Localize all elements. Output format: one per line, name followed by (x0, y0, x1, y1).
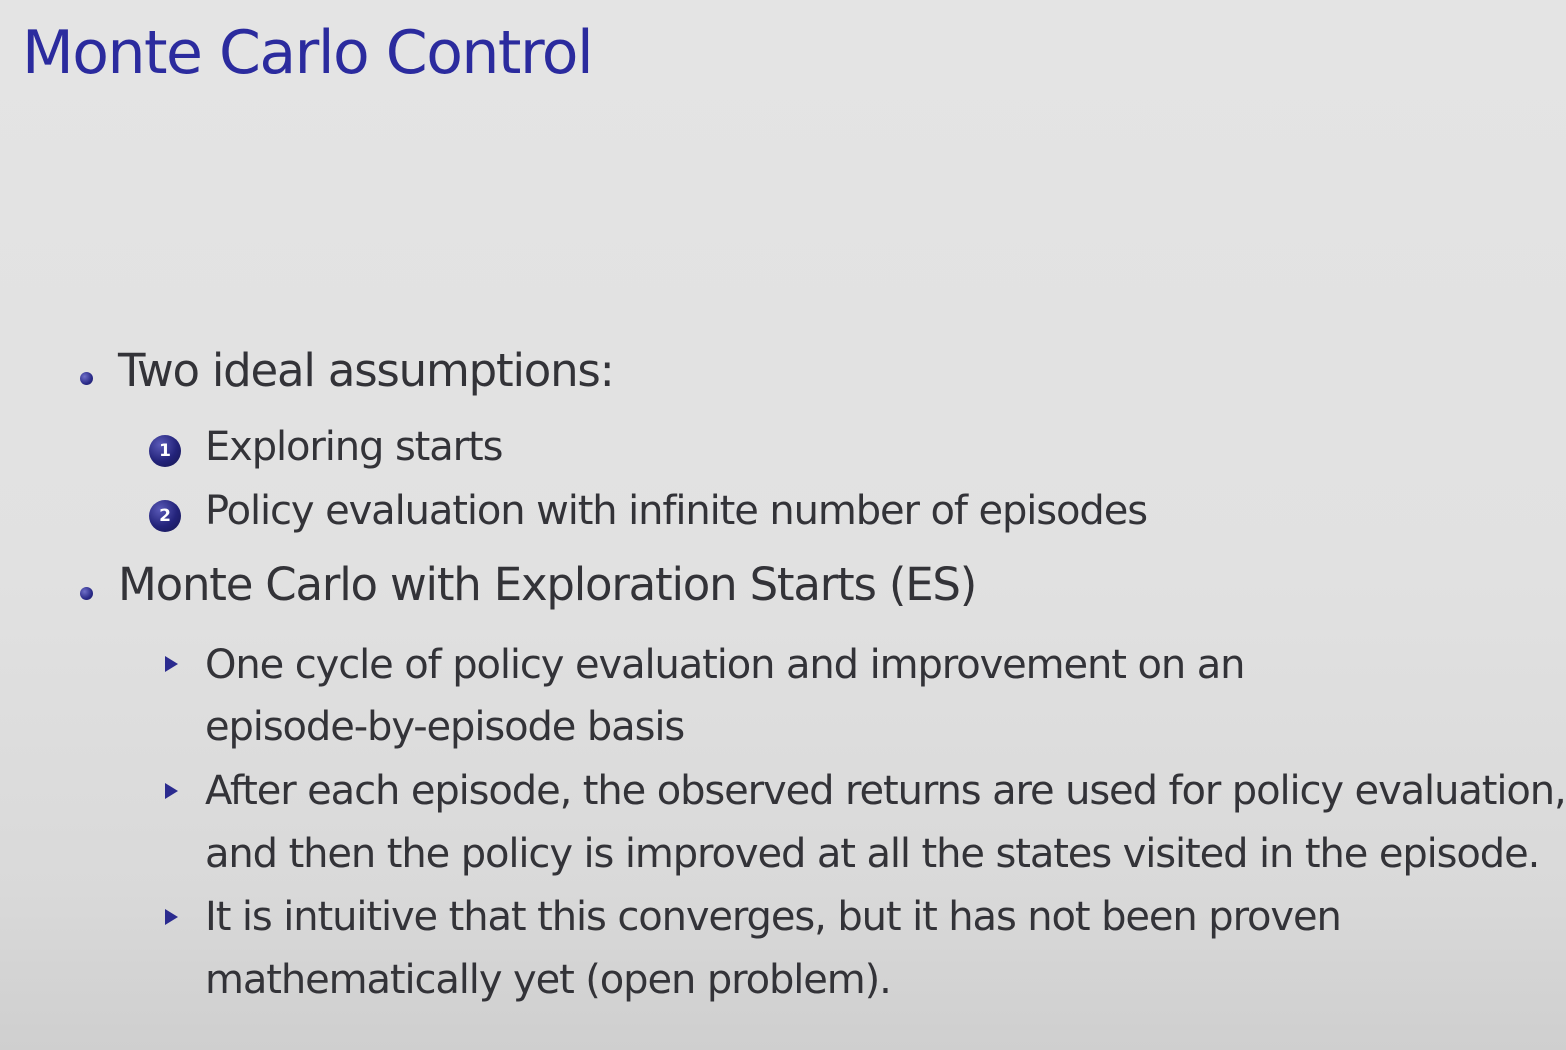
triangle-bullet-icon (165, 909, 178, 925)
subitem-policy-evaluation: Policy evaluation with infinite number of episodes (205, 488, 1147, 534)
subitem-converges-line-2: mathematically yet (open problem). (205, 957, 891, 1003)
slide-title: Monte Carlo Control (22, 18, 593, 88)
subitem-cycle-line-2: episode-by-episode basis (205, 704, 685, 750)
number-2-icon: 2 (149, 500, 181, 532)
triangle-bullet-icon (165, 783, 178, 799)
subitem-cycle-line-1: One cycle of policy evaluation and improvement on an (205, 642, 1245, 688)
bullet-item-monte-carlo-es: Monte Carlo with Exploration Starts (ES) (118, 558, 977, 611)
bullet-item-assumptions: Two ideal assumptions: (118, 344, 614, 397)
subitem-converges-line-1: It is intuitive that this converges, but it has not been proven (205, 894, 1341, 940)
subitem-after-episode-line-2: and then the policy is improved at all the states visited in the episode. (205, 831, 1540, 877)
subitem-after-episode-line-1: After each episode, the observed returns are used for policy evaluation, (205, 768, 1566, 814)
subitem-exploring-starts: Exploring starts (205, 424, 503, 470)
number-1-icon: 1 (149, 435, 181, 467)
circle-bullet-icon (80, 372, 93, 385)
circle-bullet-icon (80, 587, 93, 600)
triangle-bullet-icon (165, 656, 178, 672)
